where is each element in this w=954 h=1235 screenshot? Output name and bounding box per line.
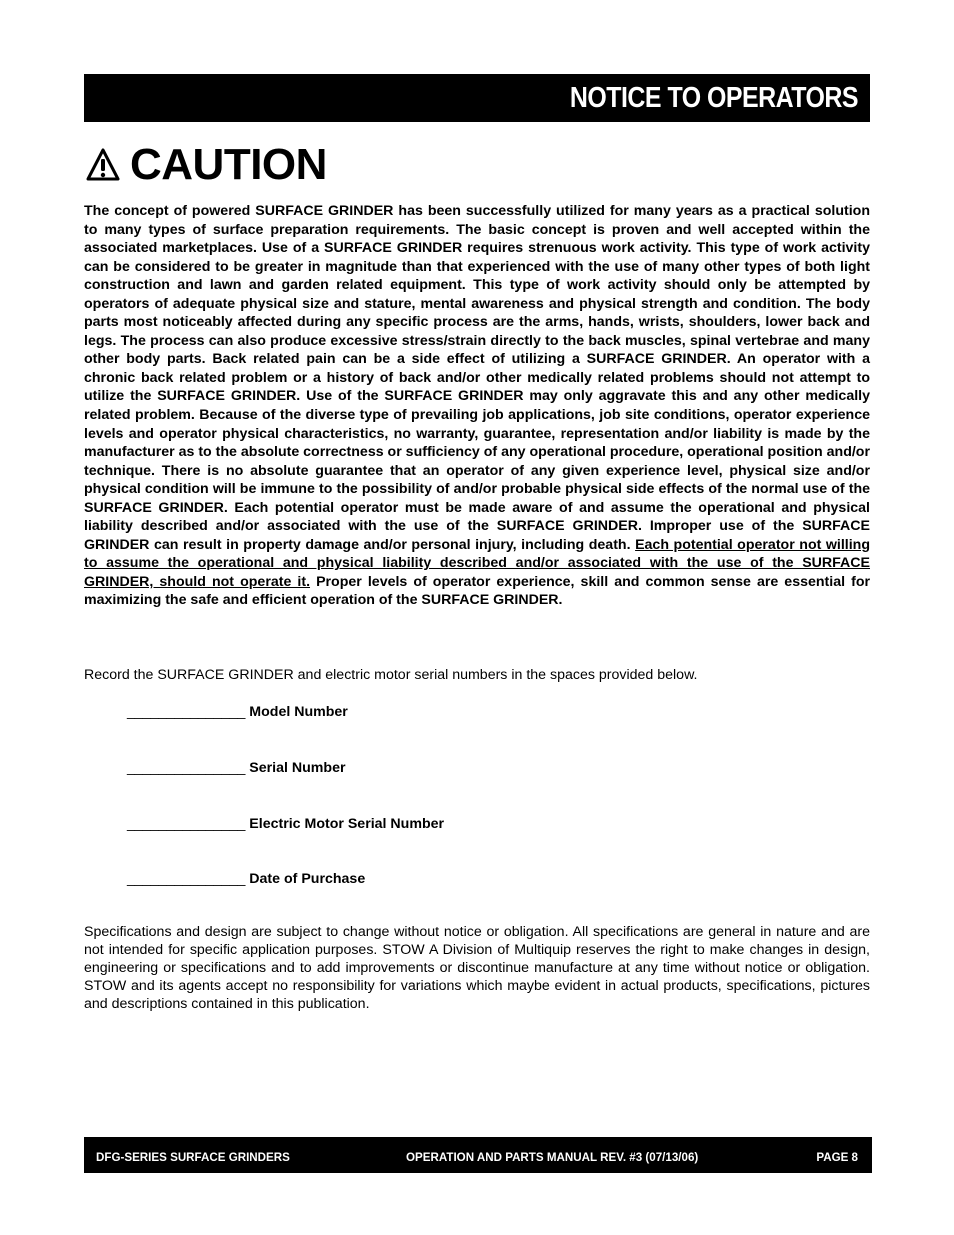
model-number-blank: _______________ — [127, 704, 246, 720]
footer-bar — [84, 1137, 872, 1173]
caution-heading — [86, 139, 327, 191]
notice-underlined-text: Each potential operator not willing to assume the operational and physical liability described and/or associated with the use of the SURFACE GRINDER, should not operate it. — [84, 536, 871, 590]
footer-manual-revision: OPERATION AND PARTS MANUAL REV. #3 (07/13/06) — [406, 1151, 699, 1164]
notice-end-text: Proper levels of operator experience, skill and common sense are essential for maximizing the safe and efficient operation of the SURFACE GRINDER. — [84, 573, 871, 609]
motor-serial-number-label: Electric Motor Serial Number — [245, 816, 445, 832]
motor-serial-number-blank: _______________ — [127, 816, 246, 832]
record-instruction: Record the SURFACE GRINDER and electric motor serial numbers in the spaces provided below. — [84, 667, 698, 683]
caution-notice-paragraph — [84, 202, 870, 610]
notice-main-text: The concept of powered SURFACE GRINDER has been successfully utilized for many years as a practical solution to many types of surface preparation requirements. The basic concept is proven and well accepted within the associated marketplaces. Use of a SURFACE GRINDER requires strenuous work activity. This type of work activity can be considered to be greater in magnitude than that experienced with the use of many other types of both light construction and lawn and garden related equipment. This type of work activity should only be attempted by operators of adequate physical size and stature, mental awareness and physical strength and condition. The body parts most noticeably affected during any specific process are the arms, hands, wrists, shoulders, lower back and legs. The process can also produce excessive stress/strain directly to the back muscles, spinal vertebrae and many other body parts. Back related pain can be a side effect of utilizing a SURFACE GRINDER. An operator with a chronic back related problem or a history of back and/or other medically related problems should not attempt to utilize the SURFACE GRINDER. Use of the SURFACE GRINDER may only aggravate this and any other medically related problem. Because of the diverse type of prevailing job applications, job site conditions, operator experience levels and operator physical characteristics, no warranty, guarantee, representation and/or liability is made by the manufacturer as to the absolute correctness or sufficiency of any operational procedure, operational position and/or technique. There is no absolute guarantee that an operator of any given experience level, physical size and/or physical condition will be immune to the possibility of and/or probable physical side effects of the normal use of the SURFACE GRINDER. Each potential operator must be made aware of and assume the operational and physical liability described and/or associated with the use of the SURFACE GRINDER. Improper use of the SURFACE GRINDER can result in property damage and/or personal injury, including death. — [84, 203, 870, 553]
model-number-field — [127, 703, 348, 721]
motor-serial-number-field — [127, 815, 444, 833]
footer-product-series: DFG-SERIES SURFACE GRINDERS — [96, 1151, 290, 1164]
page-title: NOTICE TO OPERATORS — [569, 82, 858, 114]
serial-number-label: Serial Number — [245, 760, 346, 776]
warning-triangle-icon — [86, 148, 120, 182]
date-of-purchase-label: Date of Purchase — [245, 871, 366, 887]
caution-label: CAUTION — [130, 140, 327, 189]
date-of-purchase-blank: _______________ — [127, 871, 246, 887]
serial-number-blank: _______________ — [127, 760, 246, 776]
date-of-purchase-field — [127, 870, 365, 888]
model-number-label: Model Number — [245, 704, 348, 720]
header-bar — [84, 74, 870, 122]
serial-number-field — [127, 759, 346, 777]
footer-page-number: PAGE 8 — [816, 1151, 858, 1164]
specifications-paragraph: Specifications and design are subject to change without notice or obligation. All specifications are general in nature and are not intended for specific application purposes. STOW A Division of Multiquip reserves the right to make changes in design, engineering or specifications and to add improvements or discontinue manufacture at any time without notice or obligation. STOW and its agents accept no responsibility for variations which maybe evident in actual products, specifications, pictures and descriptions contained in this publication. — [84, 924, 870, 1013]
